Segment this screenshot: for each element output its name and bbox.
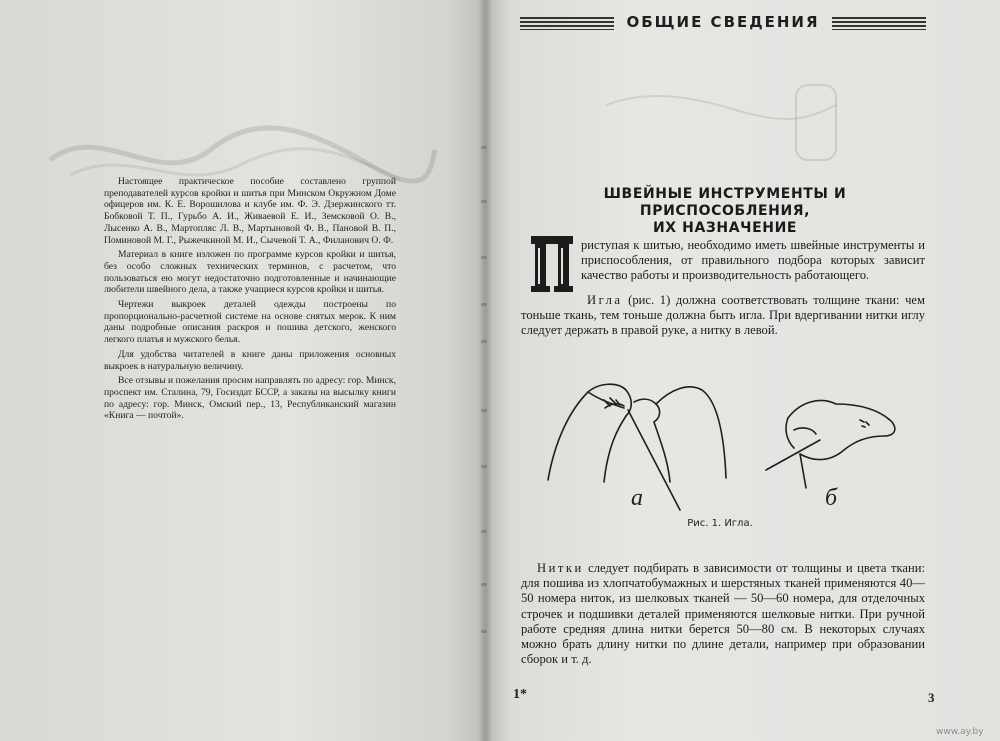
printer-signature: 1* — [513, 687, 527, 702]
paragraph-needle — [521, 293, 925, 339]
paragraph-threads-rest: следует подбирать в зависимости от толщины и цвета ткани: для пошива из хлопчатобумажных и шерстяных тканей применяются 40—50 номера ниток, из шелковых тканей — 50—60 номера, для отделочных строчек и подшивки деталей применяются шелковые нитки. При ручной работе средняя длина нитки берется 50—80 см. В некоторых случаях можно брать длину нитки по длине детали, например при образовании сборок и т. д. — [521, 561, 925, 667]
header-rule-left — [520, 17, 614, 30]
left-paragraph-1: Настоящее практическое пособие составлено группой преподавателей курсов кройки и шитья при Минском Окружном Доме офицеров им. К. Е. Ворошилова и клубе им. Ф. Э. Дзержинского тт. Бобковой Т. П., Гурьбо А. И., Живаевой Е. И., Земсковой О. В., Лысенко А. В., Мартопляс Л. В., Мартыновой Ф. В., Пановой В. П., Поминовой М. Г., Рыжечкиной М. И., Сычевой Т. А., Филанович О. Ф. — [104, 176, 396, 246]
left-page-text — [104, 176, 396, 425]
term-threads: Нитки — [537, 561, 584, 575]
binding-stitch — [481, 409, 487, 412]
binding-stitch — [481, 303, 487, 306]
show-through-illustration — [586, 65, 886, 175]
binding-stitch — [481, 256, 487, 259]
page-number: 3 — [928, 690, 935, 705]
section-title-line-1: ШВЕЙНЫЕ ИНСТРУМЕНТЫ И ПРИСПОСОБЛЕНИЯ, — [603, 186, 847, 219]
binding-stitch — [481, 340, 487, 343]
section-title — [525, 186, 925, 237]
binding-stitch — [481, 530, 487, 533]
binding-stitch — [481, 200, 487, 203]
left-paragraph-2: Материал в книге изложен по программе курсов кройки и шитья, без особо сложных технических терминов, с расчетом, что пользоваться ею могут недостаточно подготовленные и начинающие любители швейного дела, а также учащиеся курсов кройки и шитья. — [104, 249, 396, 296]
left-page — [0, 0, 486, 741]
paragraph-intro: риступая к шитью, необходимо иметь швейные инструменты и приспособления, от правильного подбора которых зависит качество работы и производительность работающего. — [581, 238, 925, 283]
dropcap-letter — [531, 236, 573, 292]
binding-stitch — [481, 630, 487, 633]
figure-needle-hands — [530, 370, 920, 520]
watermark: www.ay.by — [936, 727, 984, 737]
figure-label-a: а — [631, 485, 643, 511]
figure-label-b: б — [825, 485, 838, 511]
left-paragraph-5: Все отзывы и пожелания просим направлять по адресу: гор. Минск, проспект им. Сталина, 79, Госиздат БССР, а заказы на высылку книги по адресу: гор. Минск, Омский пер., 13, Республиканский магазин «Книга — почтой». — [104, 375, 396, 422]
section-title-line-2: ИХ НАЗНАЧЕНИЕ — [652, 220, 798, 236]
binding-stitch — [481, 146, 487, 149]
binding-stitch — [481, 583, 487, 586]
term-needle: Игла — [587, 293, 623, 307]
running-header — [520, 12, 926, 36]
paragraph-threads-text — [521, 561, 925, 667]
paragraph-needle-text: (рис. 1) должна соответствовать толщине ткани: чем тоньше ткань, тем тоньше должна быть игла. При вдергивании нитки иглу следует держать в правой руке, а нитку в левой. — [521, 293, 925, 338]
binding-stitch — [481, 465, 487, 468]
figure-caption: Рис. 1. Игла. — [687, 518, 753, 529]
left-paragraph-3: Чертежи выкроек деталей одежды построены по пропорционально-расчетной системе на основе снятых мерок. К ним даны подробные описания раскроя и пошива детского, женского легкого платья и мужского белья. — [104, 299, 396, 346]
left-paragraph-4: Для удобства читателей в книге даны приложения основных выкроек в натуральную величину. — [104, 348, 396, 372]
header-title: ОБЩИЕ СВЕДЕНИЯ — [626, 13, 820, 31]
header-rule-right — [832, 17, 926, 30]
paragraph-threads — [521, 561, 925, 667]
